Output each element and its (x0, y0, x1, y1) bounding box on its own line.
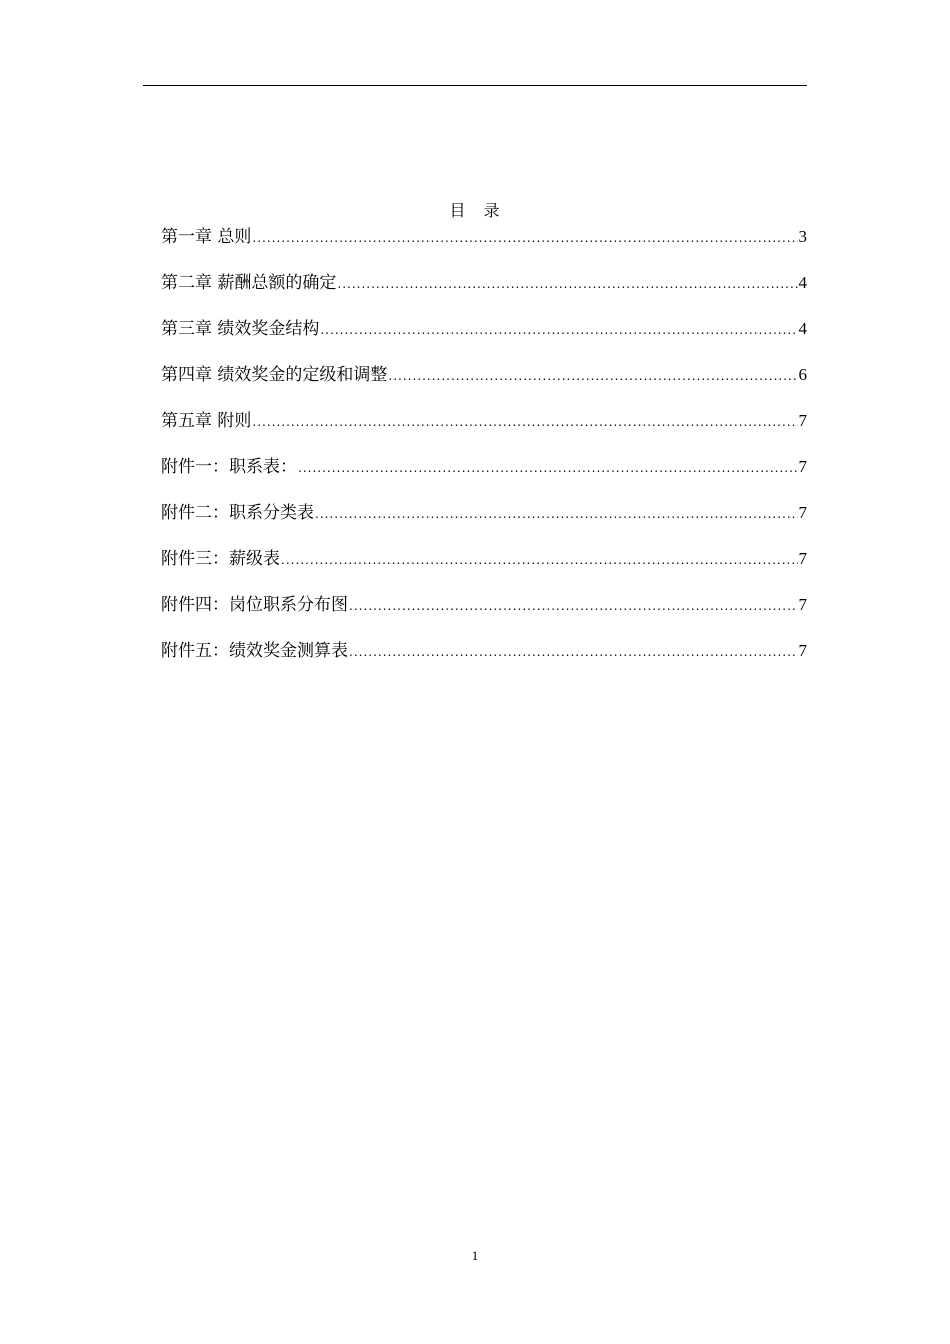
toc-entry-page: 7 (798, 641, 807, 660)
toc-entry-label: 附件二：职系分类表 (161, 503, 314, 523)
toc-entry-label: 第五章 附则 (161, 411, 252, 431)
toc-entry-page: 7 (798, 457, 807, 476)
toc-entry-label: 附件三：薪级表 (161, 549, 280, 569)
toc-entry[interactable] (161, 224, 807, 270)
toc-entry-label: 附件五：绩效奖金测算表 (161, 641, 348, 661)
toc-entry[interactable] (161, 316, 807, 362)
toc-entry[interactable] (161, 592, 807, 638)
toc-entry[interactable] (161, 270, 807, 316)
toc-entry-label: 附件四：岗位职系分布图 (161, 595, 348, 615)
toc-entry-page: 4 (798, 319, 807, 338)
header-rule (143, 85, 807, 86)
toc-entry-label: 第四章 绩效奖金的定级和调整 (161, 365, 388, 385)
toc-entry-label: 第一章 总则 (161, 227, 252, 247)
toc-leader-dots (315, 501, 798, 527)
toc-entry-page: 7 (798, 411, 807, 430)
toc-entry-page: 6 (798, 365, 807, 384)
table-of-contents (161, 224, 807, 684)
toc-leader-dots (320, 317, 797, 343)
toc-entry[interactable] (161, 408, 807, 454)
toc-entry-label: 附件一：职系表： (161, 457, 297, 477)
toc-entry[interactable] (161, 638, 807, 684)
toc-entry[interactable] (161, 362, 807, 408)
toc-entry-page: 4 (798, 273, 807, 292)
page-number: 1 (471, 1248, 479, 1263)
toc-leader-dots (388, 363, 797, 389)
toc-leader-dots (298, 455, 798, 481)
toc-entry-page: 7 (798, 503, 807, 522)
toc-entry-page: 7 (798, 595, 807, 614)
toc-leader-dots (252, 409, 797, 435)
toc-leader-dots (349, 593, 798, 619)
toc-leader-dots (349, 639, 798, 665)
toc-leader-dots (252, 225, 797, 251)
toc-leader-dots (281, 547, 798, 573)
toc-entry-label: 第三章 绩效奖金结构 (161, 319, 320, 339)
toc-entry[interactable] (161, 454, 807, 500)
toc-entry-page: 7 (798, 549, 807, 568)
toc-entry[interactable] (161, 546, 807, 592)
toc-entry-page: 3 (798, 227, 807, 246)
toc-title: 目 录 (449, 201, 501, 220)
toc-entry-label: 第二章 薪酬总额的确定 (161, 273, 337, 293)
toc-entry[interactable] (161, 500, 807, 546)
toc-leader-dots (337, 271, 797, 297)
